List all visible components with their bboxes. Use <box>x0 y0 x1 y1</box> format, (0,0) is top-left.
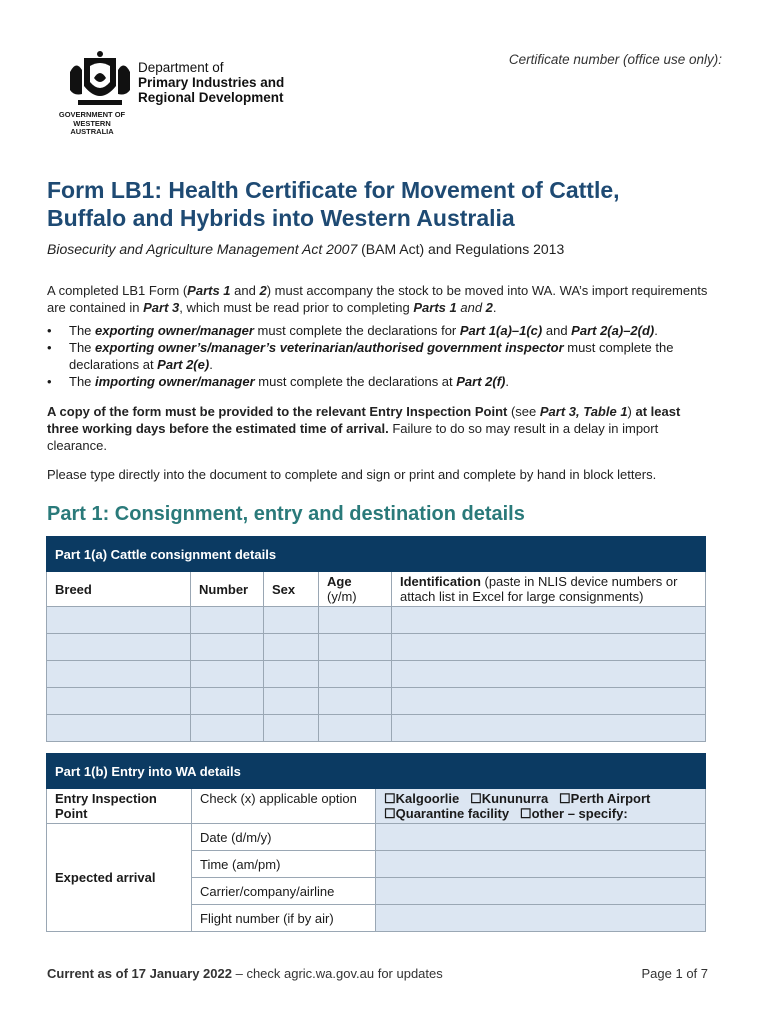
identification-input[interactable] <box>392 634 706 661</box>
table-row <box>47 634 706 661</box>
instructions-list <box>47 322 715 390</box>
identification-input[interactable] <box>392 688 706 715</box>
age-input[interactable] <box>319 688 392 715</box>
breed-input[interactable] <box>47 634 191 661</box>
table-row <box>47 715 706 742</box>
col-sex: Sex <box>264 572 319 607</box>
col-age: Age (y/m) <box>319 572 392 607</box>
expected-arrival-label: Expected arrival <box>47 824 192 932</box>
table-row <box>47 688 706 715</box>
sex-input[interactable] <box>264 607 319 634</box>
kununurra-checkbox[interactable]: ☐Kununurra <box>470 791 549 806</box>
table-title: Part 1(b) Entry into WA details <box>47 754 706 789</box>
entry-point-options <box>376 789 706 824</box>
carrier-label: Carrier/company/airline <box>192 878 376 905</box>
list-item: • The exporting owner’s/manager’s veterinarian/authorised government inspector must complete the declarations at Part 2(e). <box>47 339 715 373</box>
copy-notice: A copy of the form must be provided to the relevant Entry Inspection Point (see Part 3, Table 1) at least three working days before the estimated time of arrival. Failure to do so may result in a delay in import clearance. <box>47 404 681 453</box>
cattle-consignment-table <box>46 536 706 742</box>
time-input[interactable] <box>376 851 706 878</box>
form-subtitle: Biosecurity and Agriculture Management Act 2007 (BAM Act) and Regulations 2013 <box>47 241 565 257</box>
list-item: • The exporting owner/manager must complete the declarations for Part 1(a)–1(c) and Part 2(a)–2(d). <box>47 322 715 339</box>
col-identification: Identification (paste in NLIS device numbers or attach list in Excel for large consignments) <box>392 572 706 607</box>
perth-airport-checkbox[interactable]: ☐Perth Airport <box>559 791 651 806</box>
breed-input[interactable] <box>47 661 191 688</box>
breed-input[interactable] <box>47 607 191 634</box>
identification-input[interactable] <box>392 715 706 742</box>
part1-heading: Part 1: Consignment, entry and destination details <box>47 503 525 525</box>
number-input[interactable] <box>191 661 264 688</box>
footer-currency-note: Current as of 17 January 2022 – check agric.wa.gov.au for updates <box>47 966 443 981</box>
date-label: Date (d/m/y) <box>192 824 376 851</box>
number-input[interactable] <box>191 688 264 715</box>
age-input[interactable] <box>319 715 392 742</box>
number-input[interactable] <box>191 634 264 661</box>
col-breed: Breed <box>47 572 191 607</box>
dpird-logo <box>48 44 298 134</box>
number-input[interactable] <box>191 715 264 742</box>
age-input[interactable] <box>319 607 392 634</box>
entry-details-table <box>46 753 706 932</box>
wa-coat-of-arms-icon <box>64 50 136 114</box>
government-label: GOVERNMENT OF WESTERN AUSTRALIA <box>58 110 126 136</box>
kalgoorlie-checkbox[interactable]: ☐Kalgoorlie <box>384 791 460 806</box>
other-checkbox[interactable]: ☐other – specify: <box>519 806 628 821</box>
check-option-label: Check (x) applicable option <box>192 789 376 824</box>
entry-inspection-point-label: Entry Inspection Point <box>47 789 192 824</box>
type-notice: Please type directly into the document to complete and sign or print and complete by hand in block letters. <box>47 467 657 482</box>
quarantine-facility-checkbox[interactable]: ☐Quarantine facility <box>384 806 510 821</box>
identification-input[interactable] <box>392 661 706 688</box>
carrier-input[interactable] <box>376 878 706 905</box>
form-title: Form LB1: Health Certificate for Movement of Cattle, Buffalo and Hybrids into Western Australia <box>47 177 620 231</box>
breed-input[interactable] <box>47 688 191 715</box>
list-item: • The importing owner/manager must complete the declarations at Part 2(f). <box>47 373 715 390</box>
table-row <box>47 607 706 634</box>
page-number: Page 1 of 7 <box>641 966 708 981</box>
department-name: Department of Primary Industries and Regional Development <box>138 60 285 105</box>
col-number: Number <box>191 572 264 607</box>
table-title: Part 1(a) Cattle consignment details <box>47 537 706 572</box>
sex-input[interactable] <box>264 634 319 661</box>
table-row <box>47 661 706 688</box>
sex-input[interactable] <box>264 661 319 688</box>
breed-input[interactable] <box>47 715 191 742</box>
number-input[interactable] <box>191 607 264 634</box>
identification-input[interactable] <box>392 607 706 634</box>
time-label: Time (am/pm) <box>192 851 376 878</box>
sex-input[interactable] <box>264 688 319 715</box>
age-input[interactable] <box>319 661 392 688</box>
sex-input[interactable] <box>264 715 319 742</box>
flight-number-label: Flight number (if by air) <box>192 905 376 932</box>
intro-paragraph: A completed LB1 Form (Parts 1 and 2) must accompany the stock to be moved into WA. WA’s import requirements are contained in Part 3, which must be read prior to completing Parts 1 and 2. <box>47 283 708 315</box>
date-input[interactable] <box>376 824 706 851</box>
flight-number-input[interactable] <box>376 905 706 932</box>
certificate-number-label: Certificate number (office use only): <box>508 52 722 67</box>
age-input[interactable] <box>319 634 392 661</box>
